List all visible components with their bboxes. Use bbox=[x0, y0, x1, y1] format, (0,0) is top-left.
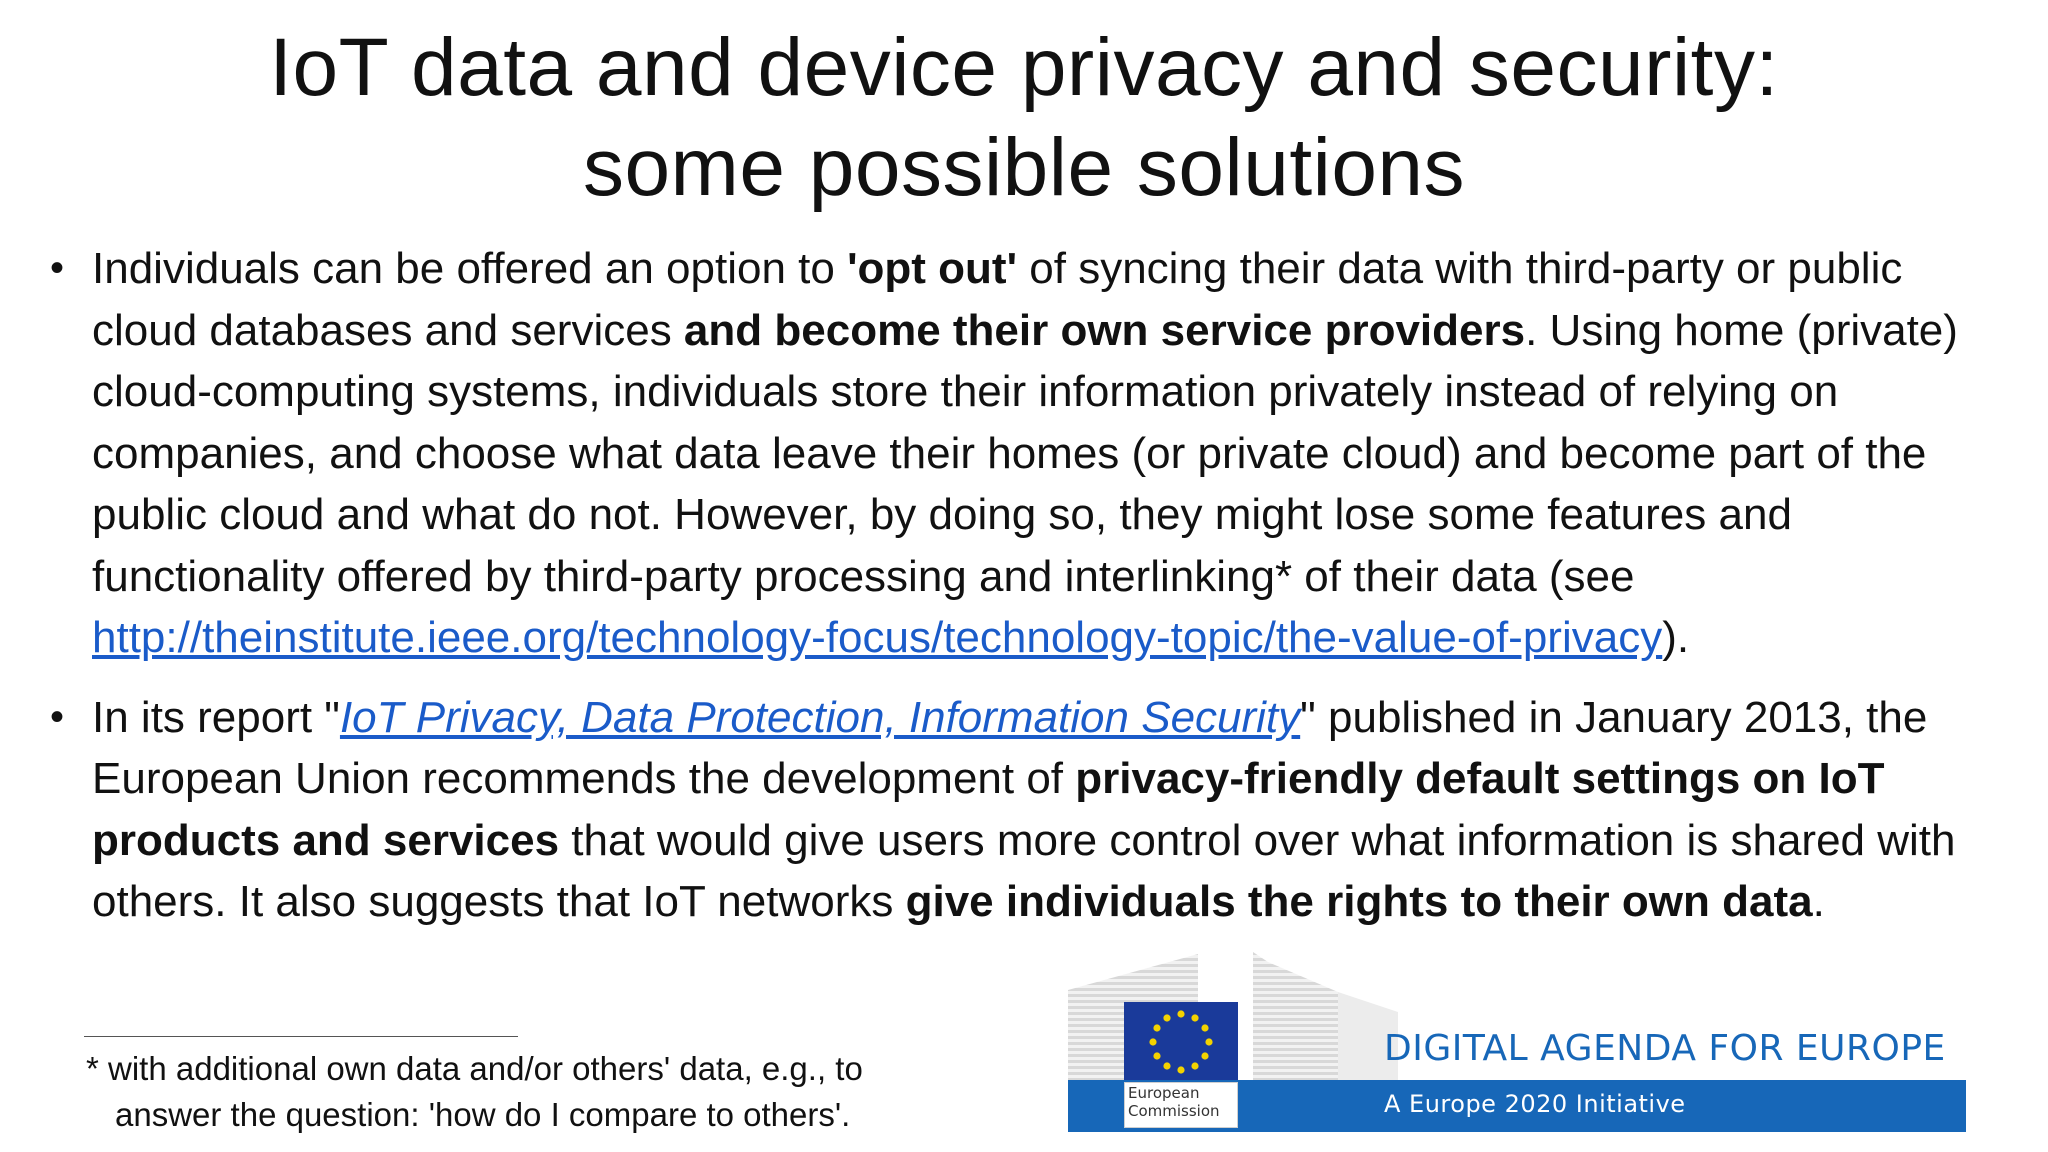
slide-title bbox=[0, 18, 2048, 218]
bullet-text: of syncing their data with third-party or public cloud databases and services bbox=[92, 244, 1903, 355]
bullet-icon: • bbox=[50, 694, 65, 739]
footnote-divider bbox=[84, 1036, 518, 1037]
bullet-text: . bbox=[1812, 877, 1825, 926]
bullet-bold-text: privacy-friendly default settings on IoT products and services bbox=[92, 754, 1885, 865]
digital-agenda-banner bbox=[1068, 952, 1966, 1132]
bullet-bold-text: and become their own service providers bbox=[683, 305, 1526, 355]
european-commission-label bbox=[1128, 1084, 1220, 1120]
eu-report-link[interactable]: IoT Privacy, Data Protection, Information Security bbox=[339, 692, 1301, 742]
footnote bbox=[86, 1046, 986, 1138]
title-line-2: some possible solutions bbox=[582, 122, 1466, 213]
ieee-link[interactable]: http://theinstitute.ieee.org/technology-focus/technology-topic/the-value-of-privacy bbox=[92, 613, 1663, 662]
bullet-text: In its report " bbox=[92, 692, 340, 742]
banner-heading: DIGITAL AGENDA FOR EUROPE bbox=[1384, 1028, 1946, 1069]
bullet-list bbox=[50, 238, 1980, 933]
bullet-opt-out bbox=[50, 238, 1980, 669]
bullet-text: Individuals can be offered an option to bbox=[92, 244, 848, 293]
title-line-1: IoT data and device privacy and security: bbox=[269, 22, 1779, 113]
bullet-text: that would give users more control over what information is shared with others. It also suggests that IoT networks bbox=[92, 815, 1956, 926]
bullet-eu-report bbox=[50, 687, 1980, 933]
footnote-line-1: * with additional own data and/or others' data, e.g., to bbox=[86, 1050, 863, 1087]
bullet-text: " published in January 2013, the European Union recommends the development of bbox=[92, 692, 1928, 803]
ec-line-2: Commission bbox=[1128, 1102, 1220, 1120]
bullet-text: . Using home (private) cloud-computing systems, individuals store their information privately instead of relying on companies, and choose what data leave their homes (or private cloud) and become part of the public cloud and what do not. However, by doing so, they might lose some features and functionality offered by third-party processing and interlinking* of their data (see bbox=[92, 305, 1958, 601]
banner-subheading: A Europe 2020 Initiative bbox=[1384, 1090, 1686, 1118]
bullet-bold-text: give individuals the rights to their own data bbox=[905, 877, 1813, 926]
eu-flag-icon bbox=[1124, 1002, 1238, 1082]
ec-line-1: European bbox=[1128, 1084, 1200, 1102]
footnote-line-2: answer the question: 'how do I compare to others'. bbox=[115, 1096, 851, 1133]
bullet-text: ). bbox=[1662, 613, 1690, 662]
bullet-icon: • bbox=[50, 246, 65, 290]
bullet-bold-text: 'opt out' bbox=[847, 244, 1018, 293]
